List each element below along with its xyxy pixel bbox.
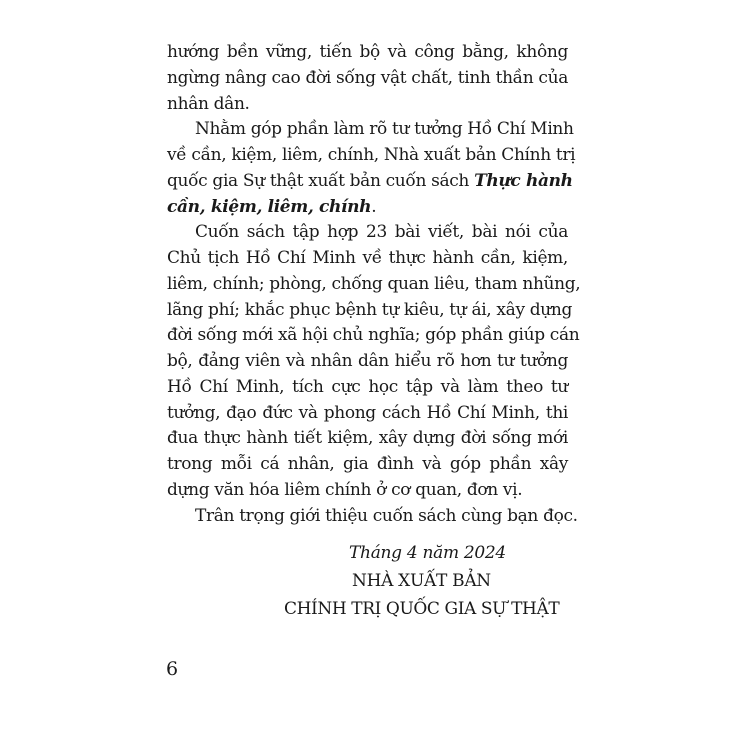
publisher-name-line1: NHÀ XUẤT BẢN bbox=[352, 571, 491, 591]
text-line: nhân dân. bbox=[167, 93, 250, 114]
page-number: 6 bbox=[166, 658, 179, 680]
book-title: cần, kiệm, liêm, chính bbox=[167, 196, 372, 217]
paragraph-start: Nhằm góp phần làm rõ tư tưởng Hồ Chí Minh bbox=[195, 119, 574, 140]
text-line: lãng phí; khắc phục bệnh tự kiêu, tự ái, xây dựng bbox=[167, 299, 573, 320]
text-line: tưởng, đạo đức và phong cách Hồ Chí Minh, thi bbox=[167, 402, 568, 423]
paragraph-start: Cuốn sách tập hợp 23 bài viết, bài nói của bbox=[195, 222, 568, 243]
paragraph-start: Trân trọng giới thiệu cuốn sách cùng bạn đọc. bbox=[195, 505, 578, 526]
text-line: Hồ Chí Minh, tích cực học tập và làm theo tư bbox=[167, 376, 568, 397]
text-line: dựng văn hóa liêm chính ở cơ quan, đơn vị. bbox=[167, 479, 523, 500]
text-fragment: . bbox=[371, 196, 377, 217]
text-line: liêm, chính; phòng, chống quan liêu, tham nhũng, bbox=[167, 273, 581, 294]
text-line: đua thực hành tiết kiệm, xây dựng đời sống mới bbox=[167, 428, 568, 449]
text-line: hướng bền vững, tiến bộ và công bằng, không bbox=[167, 42, 568, 62]
text-line bbox=[167, 169, 573, 195]
text-line: đời sống mới xã hội chủ nghĩa; góp phần giúp cán bbox=[167, 325, 580, 346]
text-line: trong mỗi cá nhân, gia đình và góp phần xây bbox=[167, 454, 568, 474]
text-line: ngừng nâng cao đời sống vật chất, tinh thần của bbox=[167, 67, 568, 88]
text-line: về cần, kiệm, liêm, chính, Nhà xuất bản Chính trị bbox=[167, 145, 576, 165]
text-line: Chủ tịch Hồ Chí Minh về thực hành cần, kiệm, bbox=[167, 248, 568, 268]
body-text bbox=[167, 40, 581, 529]
publisher-name-line2: CHÍNH TRỊ QUỐC GIA SỰ THẬT bbox=[284, 599, 560, 619]
text-line: bộ, đảng viên và nhân dân hiểu rõ hơn tư tưởng bbox=[167, 351, 568, 371]
text-line bbox=[167, 195, 568, 221]
book-title: Thực hành bbox=[474, 170, 573, 191]
text-fragment: quốc gia Sự thật xuất bản cuốn sách bbox=[167, 170, 475, 191]
signature-date: Tháng 4 năm 2024 bbox=[349, 543, 506, 563]
